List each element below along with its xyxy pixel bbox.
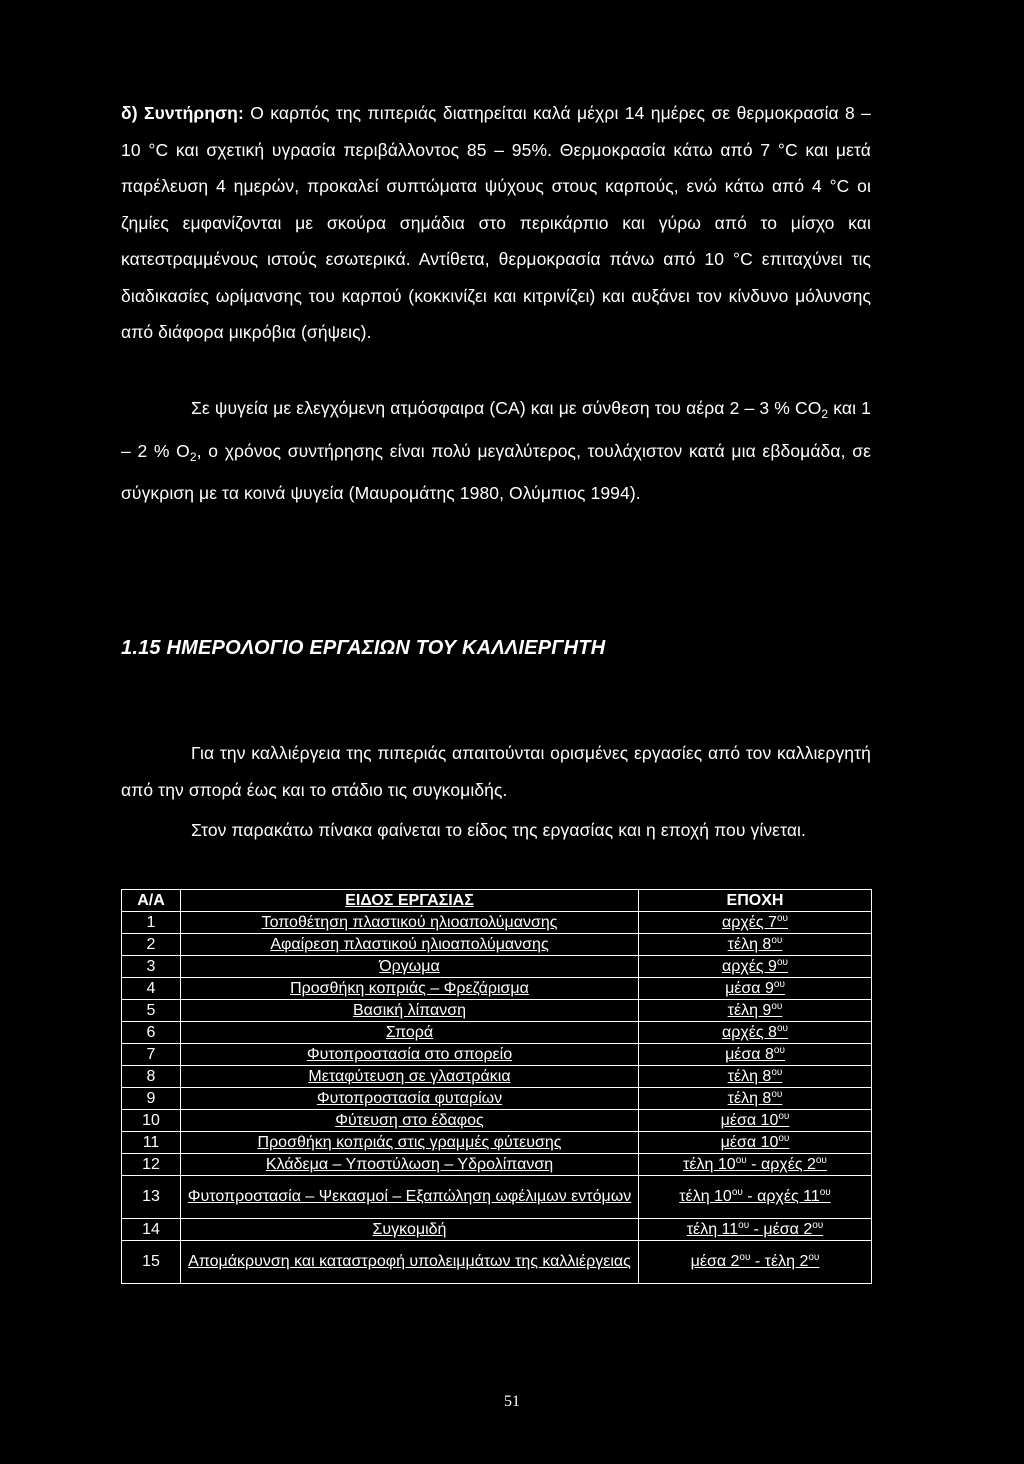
row-task [181, 978, 639, 1000]
co2-subscript: 2 [821, 407, 829, 421]
ca-text-1: Σε ψυγεία με ελεγχόμενη ατμόσφαιρα (CA) και με σύνθεση του αέρα 2 – 3 % CO [191, 398, 822, 418]
row-season [639, 1088, 872, 1110]
season-text: τέλη 8 [727, 1067, 772, 1085]
row-season [639, 1066, 872, 1088]
maintenance-label: δ) Συντήρηση: [121, 103, 244, 123]
table-row [122, 1088, 872, 1110]
work-calendar-table [121, 889, 872, 1284]
row-task-text: Τοποθέτηση πλαστικού ηλιοαπολύμανσης [261, 913, 558, 931]
maintenance-text: Ο καρπός της πιπεριάς διατηρείται καλά μέχρι 14 ημέρες σε θερμοκρασία 8 – 10 °C και σχετική υγρασία περιβάλλοντος 85 – 95%. Θερμοκρασία κάτω από 7 °C και μετά παρέλευση 4 ημερών, προκαλεί συπτώματα ψύχους στους καρπούς, ενώ κάτω από 4 °C οι ζημίες εμφανίζονται με σκούρα σημάδια στο περικάρπιο και γύρω από το μίσχο και κατεστραμμένους ιστούς εσωτερικά. Αντίθετα, θερμοκρασία πάνω από 10 °C επιταχύνει τις διαδικασίες ωρίμανσης του καρπού (κοκκινίζει και κιτρινίζει) και αυξάνει τον κίνδυνο μόλυνσης από διάφορα μικρόβια (σήψεις). [121, 103, 871, 342]
header-season: ΕΠΟΧΗ [639, 890, 872, 912]
paragraph-maintenance [121, 95, 871, 351]
table-row [122, 912, 872, 934]
row-season [639, 1044, 872, 1066]
row-task-text: Κλάδεμα – Υποστύλωση – Υδρολίπανση [265, 1155, 554, 1173]
row-task [181, 1000, 639, 1022]
row-task [181, 1066, 639, 1088]
row-task-text: Φύτευση στο έδαφος [335, 1111, 484, 1129]
table-row [122, 1022, 872, 1044]
row-season [639, 1154, 872, 1176]
row-number: 4 [122, 978, 181, 1000]
table-row [122, 1132, 872, 1154]
season-ordinal: ου [738, 1219, 750, 1231]
row-season [639, 1176, 872, 1219]
table-header-row [122, 890, 872, 912]
season-text: τέλη 10 [683, 1155, 736, 1173]
row-task-text: Φυτοπροστασία φυταρίων [316, 1089, 503, 1107]
season-ordinal: ου [731, 1187, 743, 1198]
row-season [639, 1022, 872, 1044]
row-number: 13 [122, 1176, 181, 1219]
season-text: τέλη 8 [727, 935, 772, 953]
table-row [122, 934, 872, 956]
row-season [639, 1110, 872, 1132]
row-task-text: Προσθήκη κοπριάς – Φρεζάρισμα [290, 979, 529, 997]
row-season [639, 1000, 872, 1022]
table-row [122, 1219, 872, 1241]
row-task [181, 934, 639, 956]
season-ordinal: ου [812, 1219, 824, 1231]
table-row [122, 1044, 872, 1066]
season-text: μέσα 2 [690, 1253, 740, 1270]
season-text: μέσα 9 [725, 979, 774, 997]
section-heading: 1.15 ΗΜΕΡΟΛΟΓΙΟ ΕΡΓΑΣΙΩΝ ΤΟΥ ΚΑΛΛΙΕΡΓΗΤΗ [121, 637, 606, 659]
row-task-text: Φυτοπροστασία στο σπορείο [306, 1045, 513, 1063]
paragraph-intro [121, 735, 871, 808]
row-task-text: Σπορά [385, 1023, 434, 1041]
header-number: Α/Α [122, 890, 181, 912]
season-ordinal: ου [771, 934, 783, 946]
row-task-text: Προσθήκη κοπριάς στις γραμμές φύτευσης [257, 1133, 562, 1151]
season-text: τέλη 10 [679, 1188, 732, 1205]
row-number: 9 [122, 1088, 181, 1110]
table-intro-text: Στον παρακάτω πίνακα φαίνεται το είδος της εργασίας και η εποχή που γίνεται. [191, 820, 806, 840]
row-number: 8 [122, 1066, 181, 1088]
row-task-text: Συγκομιδή [372, 1220, 447, 1238]
row-number: 11 [122, 1132, 181, 1154]
row-task [181, 1132, 639, 1154]
row-task [181, 1219, 639, 1241]
row-task-text: Όργωμα [379, 957, 440, 975]
row-number: 3 [122, 956, 181, 978]
season-ordinal: ου [771, 1088, 783, 1100]
row-season [639, 1132, 872, 1154]
table-row [122, 1000, 872, 1022]
table-row [122, 1241, 872, 1284]
row-number: 10 [122, 1110, 181, 1132]
season-text: αρχές 8 [722, 1023, 777, 1041]
row-task-text: Φυτοπροστασία – Ψεκασμοί – Εξαπώληση ωφέλιμων εντόμων [187, 1188, 632, 1205]
row-task [181, 1110, 639, 1132]
season-ordinal: ου [778, 1132, 790, 1144]
row-number: 1 [122, 912, 181, 934]
season-ordinal: ου [815, 1154, 827, 1166]
row-task [181, 1154, 639, 1176]
row-number: 12 [122, 1154, 181, 1176]
season-ordinal: ου [778, 1110, 790, 1122]
table-row [122, 1066, 872, 1088]
season-text: - μέσα 2 [749, 1220, 813, 1238]
table-row [122, 956, 872, 978]
row-season [639, 934, 872, 956]
season-ordinal: ου [819, 1187, 831, 1198]
table-row [122, 1110, 872, 1132]
season-ordinal: ου [776, 956, 788, 968]
row-task [181, 1088, 639, 1110]
row-number: 15 [122, 1241, 181, 1284]
ca-text-2: και 1 – 2 % O [121, 398, 871, 461]
row-season [639, 1219, 872, 1241]
season-text: αρχές 7 [722, 913, 777, 931]
row-number: 2 [122, 934, 181, 956]
row-number: 14 [122, 1219, 181, 1241]
season-text: τέλη 8 [727, 1089, 772, 1107]
row-task-text: Μεταφύτευση σε γλαστράκια [308, 1067, 511, 1085]
season-text: - αρχές 2 [746, 1155, 816, 1173]
row-task [181, 1241, 639, 1284]
season-text: μέσα 10 [720, 1133, 779, 1151]
season-ordinal: ου [776, 1022, 788, 1034]
row-task [181, 1022, 639, 1044]
row-task [181, 912, 639, 934]
paragraph-controlled-atmosphere [121, 390, 871, 512]
ca-text-3: , ο χρόνος συντήρησης είναι πολύ μεγαλύτερος, τουλάχιστον κατά μια εβδομάδα, σε σύγκριση με τα κοινά ψυγεία (Μαυρομάτης 1980, Ολύμπιος 1994). [121, 440, 871, 503]
season-ordinal: ου [808, 1252, 820, 1263]
row-season [639, 912, 872, 934]
season-text: - αρχές 11 [742, 1188, 820, 1205]
season-text: τέλη 11 [686, 1220, 739, 1238]
season-text: - τέλη 2 [750, 1253, 809, 1270]
page-number: 51 [504, 1393, 520, 1410]
season-ordinal: ου [771, 1000, 783, 1012]
row-season [639, 956, 872, 978]
o2-subscript: 2 [189, 449, 197, 464]
intro-text: Για την καλλιέργεια της πιπεριάς απαιτούνται ορισμένες εργασίες από τον καλλιεργητή από την σπορά έως και το στάδιο τις συγκομιδής. [121, 743, 871, 800]
row-number: 5 [122, 1000, 181, 1022]
season-ordinal: ου [773, 978, 785, 990]
season-ordinal: ου [739, 1252, 751, 1263]
row-season [639, 1241, 872, 1284]
paragraph-table-intro [121, 812, 871, 849]
row-task [181, 956, 639, 978]
season-ordinal: ου [771, 1066, 783, 1078]
season-text: μέσα 10 [720, 1111, 779, 1129]
season-ordinal: ου [776, 912, 788, 924]
table-row [122, 1154, 872, 1176]
season-text: αρχές 9 [722, 957, 777, 975]
row-task [181, 1044, 639, 1066]
row-task-text: Αφαίρεση πλαστικού ηλιοαπολύμανσης [270, 935, 549, 953]
row-task-text: Απομάκρυνση και καταστροφή υπολειμμάτων της καλλιέργειας [188, 1253, 631, 1270]
row-number: 6 [122, 1022, 181, 1044]
row-season [639, 978, 872, 1000]
table-row [122, 1176, 872, 1219]
season-ordinal: ου [735, 1154, 747, 1166]
row-task-text: Βασική λίπανση [352, 1001, 467, 1019]
row-number: 7 [122, 1044, 181, 1066]
season-text: μέσα 8 [725, 1045, 774, 1063]
season-text: τέλη 9 [727, 1001, 772, 1019]
header-task-type: ΕΙΔΟΣ ΕΡΓΑΣΙΑΣ [181, 890, 639, 912]
row-task [181, 1176, 639, 1219]
table-body [122, 912, 872, 1284]
season-ordinal: ου [773, 1044, 785, 1056]
table-row [122, 978, 872, 1000]
